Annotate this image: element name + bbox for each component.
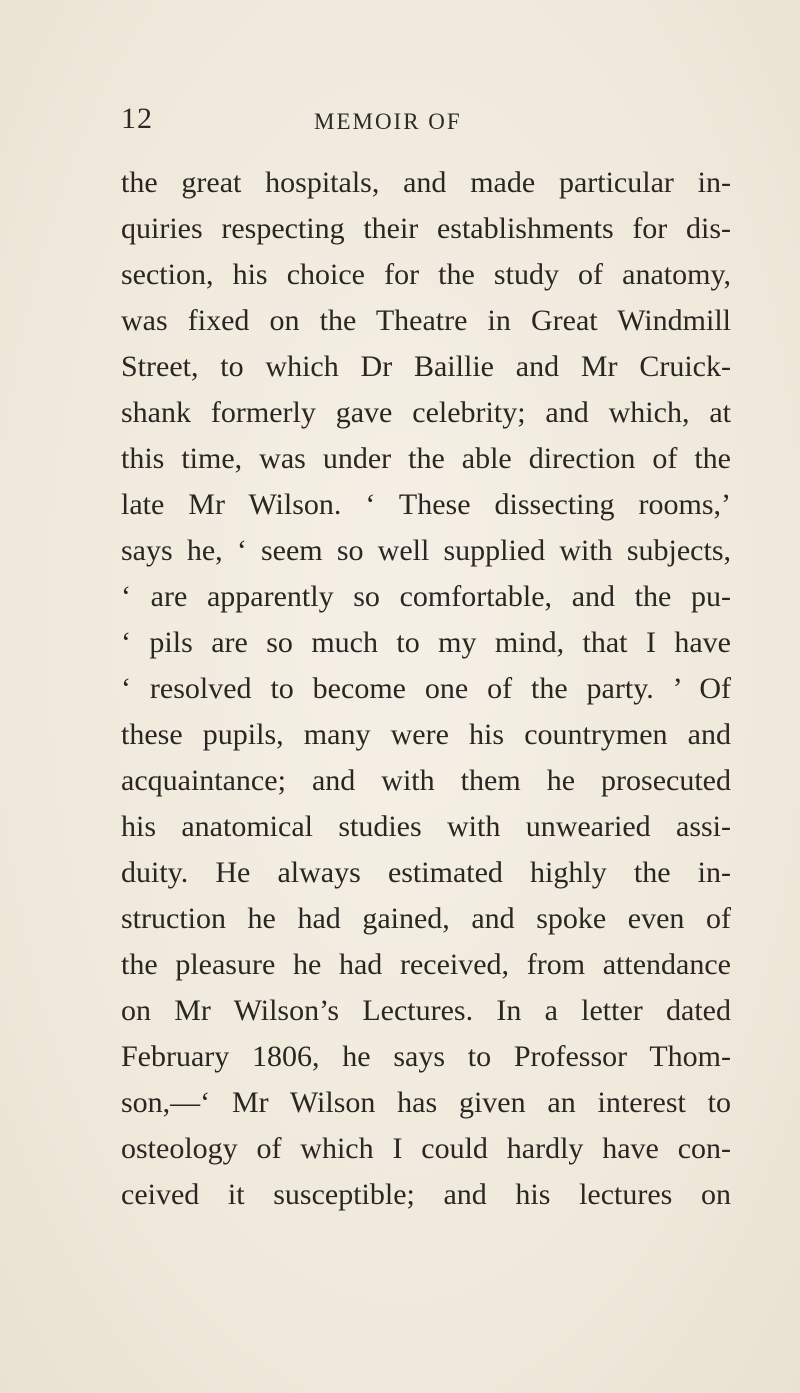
body-text: [121, 160, 731, 1218]
text-line: son,—‘ Mr Wilson has given an interest to: [121, 1086, 731, 1119]
text-line: duity. He always estimated highly the in-: [121, 856, 731, 889]
page-header: [121, 102, 721, 142]
text-line: this time, was under the able direction of the: [121, 442, 731, 475]
text-line: Street, to which Dr Baillie and Mr Cruick-: [121, 350, 731, 383]
text-line: ceived it susceptible; and his lectures on: [121, 1178, 731, 1211]
text-line: was fixed on the Theatre in Great Windmill: [121, 304, 731, 337]
running-head: MEMOIR OF: [314, 109, 462, 134]
text-line: says he, ‘ seem so well supplied with subjects,: [121, 534, 731, 567]
text-line: February 1806, he says to Professor Thom-: [121, 1040, 731, 1073]
text-line: his anatomical studies with unwearied assi-: [121, 810, 731, 843]
text-line: ‘ pils are so much to my mind, that I have: [121, 626, 731, 659]
text-line: the great hospitals, and made particular in-: [121, 166, 731, 199]
text-line: these pupils, many were his countrymen and: [121, 718, 731, 751]
text-line: acquaintance; and with them he prosecuted: [121, 764, 731, 797]
text-line: ‘ resolved to become one of the party. ’ Of: [121, 672, 731, 705]
text-line: on Mr Wilson’s Lectures. In a letter dated: [121, 994, 731, 1027]
text-line: the pleasure he had received, from attendance: [121, 948, 731, 981]
text-line: late Mr Wilson. ‘ These dissecting rooms,’: [121, 488, 731, 521]
text-line: quiries respecting their establishments for dis-: [121, 212, 731, 245]
text-line: struction he had gained, and spoke even of: [121, 902, 731, 935]
page-number: 12: [121, 102, 153, 135]
text-line: shank formerly gave celebrity; and which, at: [121, 396, 731, 429]
text-line: ‘ are apparently so comfortable, and the pu-: [121, 580, 731, 613]
text-line: osteology of which I could hardly have con-: [121, 1132, 731, 1165]
text-line: section, his choice for the study of anatomy,: [121, 258, 731, 291]
